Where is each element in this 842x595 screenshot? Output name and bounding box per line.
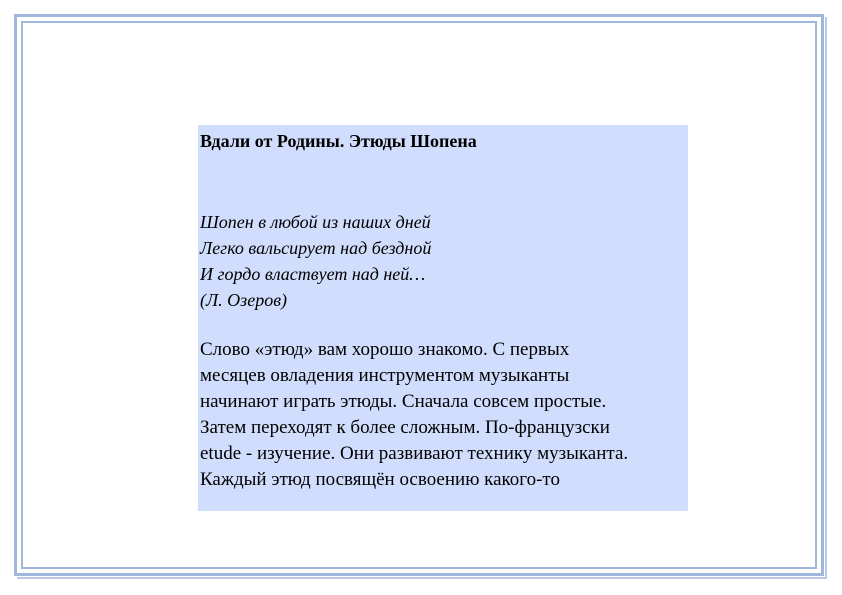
text-box — [198, 125, 688, 511]
body-paragraph — [200, 337, 686, 493]
body-line: Слово «этюд» вам хорошо знакомо. С первых — [200, 339, 570, 360]
body-line: etude - изучение. Они развивают технику музыканта. — [200, 443, 629, 464]
poem-line: Шопен в любой из наших дней — [200, 212, 431, 232]
poem-line: И гордо властвует над ней… — [200, 264, 426, 284]
body-line: начинают играть этюды. Сначала совсем простые. — [200, 391, 607, 412]
body-line: Каждый этюд посвящён освоению какого-то — [200, 469, 560, 490]
poem-author: (Л. Озеров) — [200, 290, 288, 310]
body-line: месяцев овладения инструментом музыканты — [200, 365, 570, 386]
poem-line: Легко вальсирует над бездной — [200, 238, 432, 258]
body-line: Затем переходят к более сложным. По-французски — [200, 417, 610, 438]
document-title: Вдали от Родины. Этюды Шопена — [200, 131, 477, 151]
epigraph-poem — [200, 209, 686, 313]
